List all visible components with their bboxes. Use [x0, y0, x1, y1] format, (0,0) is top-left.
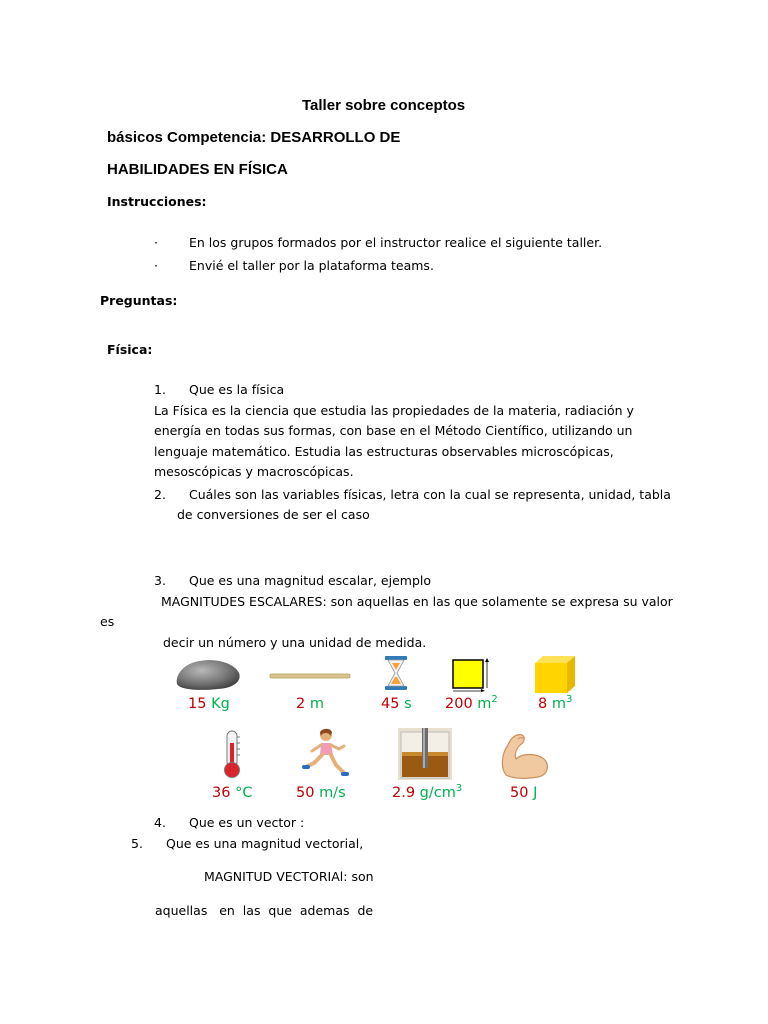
instruction-item: Envié el taller por la plataforma teams. — [189, 258, 434, 273]
page-title-line1: Taller sobre conceptos — [302, 97, 466, 114]
scalar-example-200m2: 200 $m^2$ — [445, 694, 498, 712]
answer-line: es — [100, 614, 115, 629]
question-number: 1. — [154, 382, 166, 397]
instructions-heading: Instrucciones: — [107, 194, 207, 209]
bullet: · — [154, 235, 158, 250]
answer-line: mesoscópicas y macroscópicas. — [154, 464, 354, 479]
question-text: Cuáles son las variables físicas, letra con la cual se representa, unidad, tabla — [189, 487, 671, 502]
page-title-line2: básicos Competencia: DESARROLLO DE — [107, 129, 401, 146]
question-text: Que es una magnitud escalar, ejemplo — [189, 573, 432, 588]
answer-line: energía en todas sus formas, con base en el Método Científico, utilizando un — [154, 423, 633, 438]
instruction-item: En los grupos formados por el instructor realice el siguiente taller. — [189, 235, 603, 250]
thermometer-icon — [220, 729, 244, 779]
scalar-example-15kg: 15 Kg — [188, 696, 230, 712]
answer-line: La Física es la ciencia que estudia las propiedades de la materia, radiación y — [154, 403, 634, 418]
scalar-example-8m3: 8 $m^3$ — [538, 694, 573, 712]
question-text-cont: de conversiones de ser el caso — [177, 507, 370, 522]
question-number: 3. — [154, 573, 166, 588]
flexed-arm-icon — [498, 731, 550, 779]
answer-line: MAGNITUD VECTORIAl: son — [204, 869, 374, 884]
scalar-example-36c: 36 °C — [212, 785, 253, 801]
answer-line: decir un número y una unidad de medida. — [163, 635, 427, 650]
preguntas-heading: Preguntas: — [100, 293, 178, 308]
question-number: 2. — [154, 487, 166, 502]
square-area-icon — [450, 656, 492, 692]
stick-icon — [269, 671, 351, 681]
scalar-example-2m: 2 m — [296, 696, 324, 712]
fisica-heading: Física: — [107, 342, 153, 357]
page-title-line3: HABILIDADES EN FÍSICA — [107, 161, 288, 178]
answer-line: lenguaje matemático. Estudia las estructuras observables microscópicas, — [154, 444, 614, 459]
beaker-icon — [398, 728, 452, 780]
question-text: Que es un vector : — [189, 815, 305, 830]
bullet: · — [154, 258, 158, 273]
scalar-example-density: 2.9 $g/cm^3$ — [392, 783, 463, 801]
scalar-example-50j: 50 J — [510, 785, 538, 801]
question-text: Que es una magnitud vectorial, — [166, 836, 364, 851]
question-number: 5. — [131, 836, 143, 851]
question-text: Que es la física — [189, 382, 285, 397]
rock-icon — [174, 657, 242, 691]
hourglass-icon — [383, 655, 409, 691]
runner-icon — [300, 727, 350, 779]
cube-icon — [533, 654, 577, 694]
answer-line: aquellas en las que ademas de — [155, 903, 374, 918]
scalar-example-50ms: 50 m/s — [296, 785, 346, 801]
answer-line: MAGNITUDES ESCALARES: son aquellas en las que solamente se expresa su valor — [161, 594, 673, 609]
question-number: 4. — [154, 815, 166, 830]
scalar-example-45s: 45 s — [381, 696, 412, 712]
